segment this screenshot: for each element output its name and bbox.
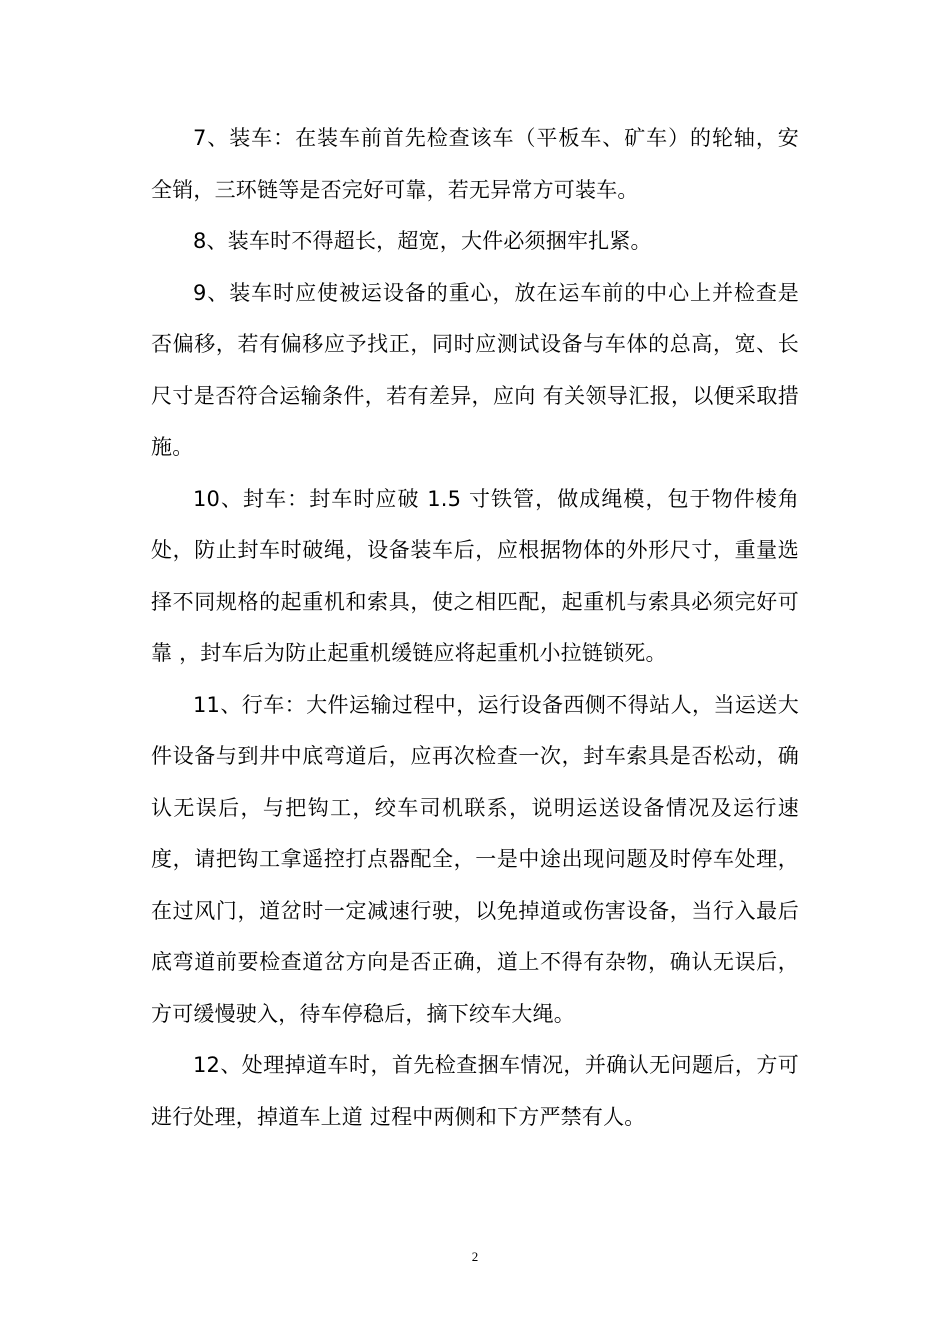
paragraph-item-8: 8、装车时不得超长，超宽，大件必须捆牢扎紧。 xyxy=(193,229,652,253)
paragraph-item-12: 12、处理掉道车时，首先检查捆车情况，并确认无问题后，方可进行处理，掉道车上道 过程中两侧和下方严禁有人。 xyxy=(151,1053,799,1129)
paragraph-item-11: 11、行车：大件运输过程中，运行设备西侧不得站人，当运送大件设备与到井中底弯道后，应再次检查一次，封车索具是否松动，确认无误后，与把钩工，绞车司机联系，说明运送设备情况及运行速度，请把钩工拿遥控打点器配全，一是中途出现问题及时停车处理，在过风门，道岔时一定减速行驶，以免掉道或伤害设备，当行入最后底弯道前要检查道岔方向是否正确，道上不得有杂物，确认无误后，方可缓慢驶入，待车停稳后，摘下绞车大绳。 xyxy=(151,692,799,1026)
page-number: 2 xyxy=(471,1249,479,1264)
paragraph-item-7: 7、装车：在装车前首先检查该车（平板车、矿车）的轮轴，安全销，三环链等是否完好可靠，若无异常方可装车。 xyxy=(151,126,799,202)
paragraph-item-9: 9、装车时应使被运设备的重心，放在运车前的中心上并检查是否偏移，若有偏移应予找正，同时应测试设备与车体的总高，宽、长尺寸是否符合运输条件，若有差异，应向 有关领导汇报，以便采取措施。 xyxy=(151,280,799,459)
paragraph-item-10: 10、封车：封车时应破 1.5 寸铁管，做成绳模，包于物件棱角处，防止封车时破绳，设备装车后，应根据物体的外形尺寸，重量选择不同规格的起重机和索具，使之相匹配，起重机与索具必须完好可靠 ，封车后为防止起重机缓链应将起重机小拉链锁死。 xyxy=(151,486,799,665)
document-body xyxy=(151,113,799,1143)
